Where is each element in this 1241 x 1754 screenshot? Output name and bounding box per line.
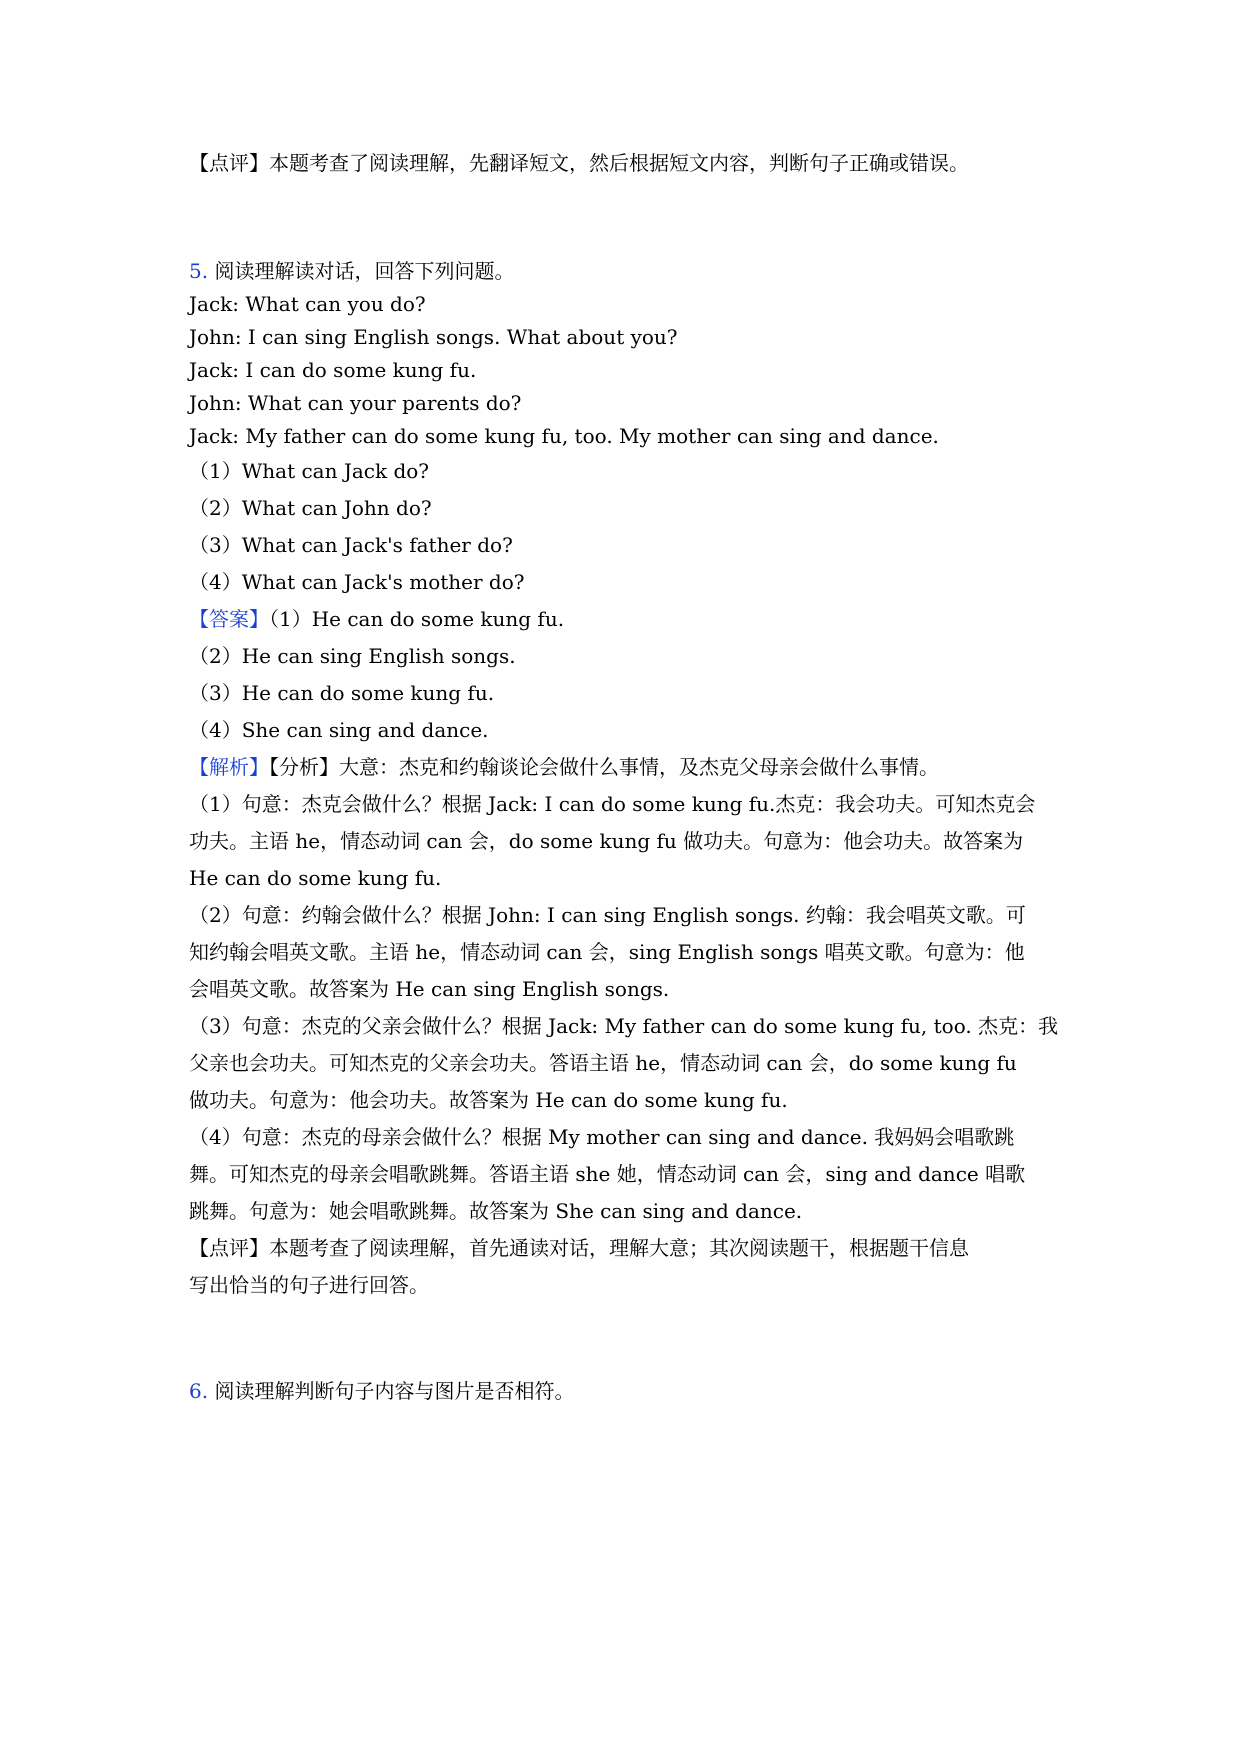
analysis-line: He can do some kung fu. (189, 866, 442, 890)
question-number: 6. (189, 1379, 209, 1403)
previous-review (189, 149, 969, 177)
analysis-intro: 【分析】大意：杰克和约翰谈论会做什么事情，及杰克父母亲会做什么事情。 (269, 755, 939, 779)
answer-tag: 【答案】 (189, 607, 269, 631)
analysis-line: （1）句意：杰克会做什么？根据 Jack: I can do some kung fu.杰克：我会功夫。可知杰克会 (189, 792, 1036, 816)
analysis-line: 知约翰会唱英文歌。主语 he，情态动词 can 会，sing English songs 唱英文歌。句意为：他 (189, 940, 1025, 964)
review-tag: 【点评】 (189, 151, 269, 175)
analysis-heading (189, 753, 939, 781)
question-item: （3）What can Jack's father do? (189, 533, 513, 557)
analysis-line: 做功夫。句意为：他会功夫。故答案为 He can do some kung fu. (189, 1088, 788, 1112)
question-item: （4）What can Jack's mother do? (189, 570, 525, 594)
question-6-heading (189, 1377, 574, 1405)
answer-item: （2）He can sing English songs. (189, 644, 516, 668)
analysis-line: 功夫。主语 he，情态动词 can 会，do some kung fu 做功夫。句意为：他会功夫。故答案为 (189, 829, 1024, 853)
review-text: 本题考查了阅读理解，先翻译短文，然后根据短文内容，判断句子正确或错误。 (269, 151, 969, 175)
question-number: 5. (189, 259, 209, 283)
question-title: 阅读理解判断句子内容与图片是否相符。 (214, 1379, 575, 1403)
dialogue-line: Jack: What can you do? (189, 292, 426, 316)
question-title: 阅读理解读对话，回答下列问题。 (214, 259, 515, 283)
analysis-line: （4）句意：杰克的母亲会做什么？根据 My mother can sing and dance. 我妈妈会唱歌跳 (189, 1125, 1015, 1149)
question-item: （1）What can Jack do? (189, 459, 430, 483)
dialogue-line: John: What can your parents do? (189, 391, 522, 415)
analysis-line: 舞。可知杰克的母亲会唱歌跳舞。答语主语 she 她，情态动词 can 会，sing and dance 唱歌 (189, 1162, 1026, 1186)
analysis-line: 会唱英文歌。故答案为 He can sing English songs. (189, 977, 670, 1001)
analysis-line: 父亲也会功夫。可知杰克的父亲会功夫。答语主语 he，情态动词 can 会，do some kung fu (189, 1051, 1017, 1075)
analysis-tag: 【解析】 (189, 755, 269, 779)
review-line: 【点评】本题考查了阅读理解，首先通读对话，理解大意；其次阅读题干，根据题干信息 (189, 1236, 969, 1260)
question-5-heading (189, 257, 514, 285)
dialogue-line: John: I can sing English songs. What about you? (189, 325, 678, 349)
answer-line (189, 605, 564, 633)
dialogue-line: Jack: My father can do some kung fu, too. My mother can sing and dance. (189, 424, 939, 448)
analysis-line: （2）句意：约翰会做什么？根据 John: I can sing English songs. 约翰：我会唱英文歌。可 (189, 903, 1026, 927)
dialogue-line: Jack: I can do some kung fu. (189, 358, 477, 382)
answer-item: （3）He can do some kung fu. (189, 681, 495, 705)
answer-item: （4）She can sing and dance. (189, 718, 489, 742)
answer-item: （1）He can do some kung fu. (269, 607, 565, 631)
question-item: （2）What can John do? (189, 496, 432, 520)
analysis-line: （3）句意：杰克的父亲会做什么？根据 Jack: My father can do some kung fu, too. 杰克：我 (189, 1014, 1059, 1038)
review-line: 写出恰当的句子进行回答。 (189, 1273, 429, 1297)
analysis-line: 跳舞。句意为：她会唱歌跳舞。故答案为 She can sing and dance. (189, 1199, 803, 1223)
